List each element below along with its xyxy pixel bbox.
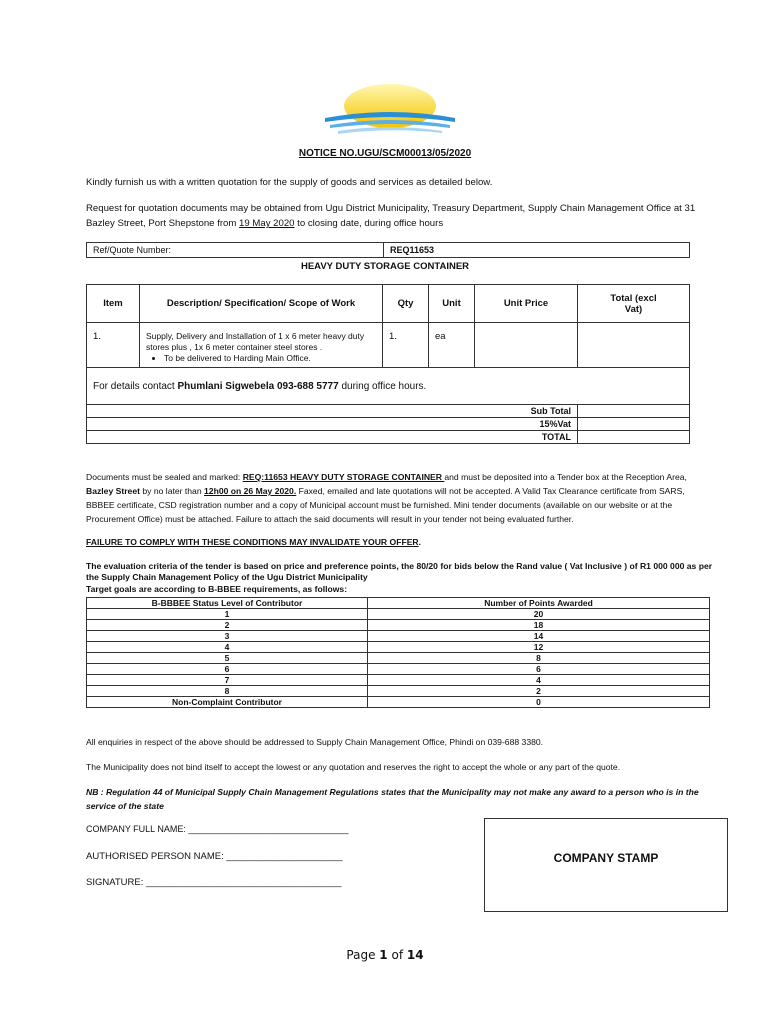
subtotal-label: Sub Total	[87, 405, 578, 418]
ref-label: Ref/Quote Number:	[87, 243, 384, 258]
col-total	[578, 285, 690, 323]
company-full-name-field[interactable]: COMPANY FULL NAME: ________________________________	[86, 824, 349, 834]
points-level-cell: 5	[87, 653, 368, 664]
subtotal-value	[578, 405, 690, 418]
contact-row	[87, 368, 690, 405]
target-goals: Target goals are according to B-BBEE requirements, as follows:	[86, 584, 348, 594]
contact-name: Phumlani Sigwebela 093-688 5777	[177, 380, 339, 392]
docs-text-2: and must be deposited into a Tender box at the Reception Area,	[444, 472, 687, 482]
page-mid: of	[387, 948, 407, 962]
page-current: 1	[379, 948, 388, 962]
table-row	[87, 664, 710, 675]
contact-post: during office hours.	[338, 380, 427, 392]
table-row	[87, 642, 710, 653]
vat-value	[578, 418, 690, 431]
total-row	[87, 431, 690, 444]
company-stamp-label: COMPANY STAMP	[553, 851, 659, 865]
page-pre: Page	[346, 948, 380, 962]
row-description-text: Supply, Delivery and Installation of 1 x 6 meter heavy duty stores plus , 1x 6 meter container steel stores .	[146, 331, 365, 352]
table-row	[87, 620, 710, 631]
documents-instructions	[86, 470, 691, 526]
table-row	[87, 675, 710, 686]
row-unit: ea	[429, 323, 475, 368]
row-unit-price	[475, 323, 578, 368]
evaluation-criteria: The evaluation criteria of the tender is based on price and preference points, the 80/20 for bids below the Rand value ( Vat Inclusive ) of R1 000 000 as per the Supply Chain Management Policy of the Ugu District Municipality	[86, 561, 713, 582]
table-row	[87, 653, 710, 664]
failure-warning-dot: .	[418, 537, 422, 547]
page-total: 14	[406, 948, 424, 962]
points-level-cell: 6	[87, 664, 368, 675]
table-row	[87, 631, 710, 642]
row-total	[578, 323, 690, 368]
request-date: 19 May 2020	[239, 218, 295, 229]
table-row	[87, 697, 710, 708]
ugu-municipality-logo	[320, 76, 460, 138]
item-heading: HEAVY DUTY STORAGE CONTAINER	[300, 261, 470, 272]
bbbee-points-table	[86, 597, 710, 708]
docs-street: Bazley Street	[86, 486, 140, 496]
failure-warning	[86, 535, 691, 549]
points-value-cell: 6	[368, 664, 710, 675]
contact-cell	[87, 368, 690, 405]
quotation-table	[86, 284, 690, 444]
authorised-person-field[interactable]: AUTHORISED PERSON NAME: ______________________	[86, 851, 343, 862]
row-qty: 1.	[383, 323, 429, 368]
page-number	[0, 948, 770, 962]
vat-row	[87, 418, 690, 431]
ref-quote-table	[86, 242, 690, 258]
col-description: Description/ Specification/ Scope of Work	[140, 285, 383, 323]
intro-text: Kindly furnish us with a written quotation for the supply of goods and services as detailed below.	[86, 177, 493, 188]
failure-warning-text: FAILURE TO COMPLY WITH THESE CONDITIONS MAY INVALIDATE YOUR OFFER	[86, 537, 419, 547]
docs-marked: REQ:11653 HEAVY DUTY STORAGE CONTAINER	[242, 472, 445, 482]
notice-title: NOTICE NO.UGU/SCM00013/05/2020	[298, 148, 472, 159]
enquiries-text: All enquiries in respect of the above should be addressed to Supply Chain Management Office, Phindi on 039-688 3380.	[86, 737, 544, 747]
points-value-cell: 8	[368, 653, 710, 664]
vat-label: 15%Vat	[87, 418, 578, 431]
subtotal-row	[87, 405, 690, 418]
total-label: TOTAL	[87, 431, 578, 444]
row-description-bullet: • To be delivered to Harding Main Office.	[164, 353, 376, 364]
docs-time: 12h00 on 26 May 2020.	[204, 486, 297, 496]
request-text-pre: Request for quotation documents may be obtained from Ugu District Municipality, Treasury Department, Supply Chain Management Office at 31 Bazley Street, Port Shepstone from	[86, 203, 696, 229]
total-value	[578, 431, 690, 444]
points-value-cell: 12	[368, 642, 710, 653]
points-level-cell: 1	[87, 609, 368, 620]
docs-text-4: Faxed, emailed and late quotations will not be accepted. A Valid Tax Clearance certificate from SARS, BBBEE certificate, CSD registration number and a copy of Municipal account must be furnished. Mini tender documents (available on our website or at the Procurement Office) must be attached. Failure to attach the said documents will result in your tender not being evaluated further.	[86, 486, 685, 524]
col-unit: Unit	[429, 285, 475, 323]
points-value-cell: 4	[368, 675, 710, 686]
points-level-cell: 8	[87, 686, 368, 697]
request-text	[86, 201, 696, 231]
col-unit-price: Unit Price	[475, 285, 578, 323]
points-value-cell: 20	[368, 609, 710, 620]
no-bind-text: The Municipality does not bind itself to accept the lowest or any quotation and reserves the right to accept the whole or any part of the quote.	[86, 762, 621, 772]
points-value-cell: 18	[368, 620, 710, 631]
nb-regulation: NB : Regulation 44 of Municipal Supply Chain Management Regulations states that the Municipality may not make any award to a person who is in the service of the state	[86, 787, 699, 811]
table-row	[87, 609, 710, 620]
table-row	[87, 686, 710, 697]
ref-value: REQ11653	[384, 243, 690, 258]
contact-pre: For details contact	[93, 380, 178, 392]
points-level-cell: 3	[87, 631, 368, 642]
col-item: Item	[87, 285, 140, 323]
points-header-level: B-BBBEE Status Level of Contributor	[87, 598, 368, 609]
request-text-post: to closing date, during office hours	[294, 218, 444, 229]
points-value-cell: 0	[368, 697, 710, 708]
row-item: 1.	[87, 323, 140, 368]
col-total-label: Total (excl Vat)	[610, 292, 657, 315]
points-level-cell: 7	[87, 675, 368, 686]
docs-text-1: Documents must be sealed and marked:	[86, 472, 243, 482]
col-qty: Qty	[383, 285, 429, 323]
quotation-table-header	[87, 285, 690, 323]
points-header-points: Number of Points Awarded	[368, 598, 710, 609]
points-value-cell: 2	[368, 686, 710, 697]
table-row	[87, 323, 690, 368]
points-level-cell: Non-Complaint Contributor	[87, 697, 368, 708]
docs-text-3: by no later than	[139, 486, 205, 496]
points-level-cell: 2	[87, 620, 368, 631]
company-stamp-box	[484, 818, 728, 912]
signature-field[interactable]: SIGNATURE: _____________________________________	[86, 877, 342, 888]
points-value-cell: 14	[368, 631, 710, 642]
row-description	[140, 323, 383, 368]
points-level-cell: 4	[87, 642, 368, 653]
